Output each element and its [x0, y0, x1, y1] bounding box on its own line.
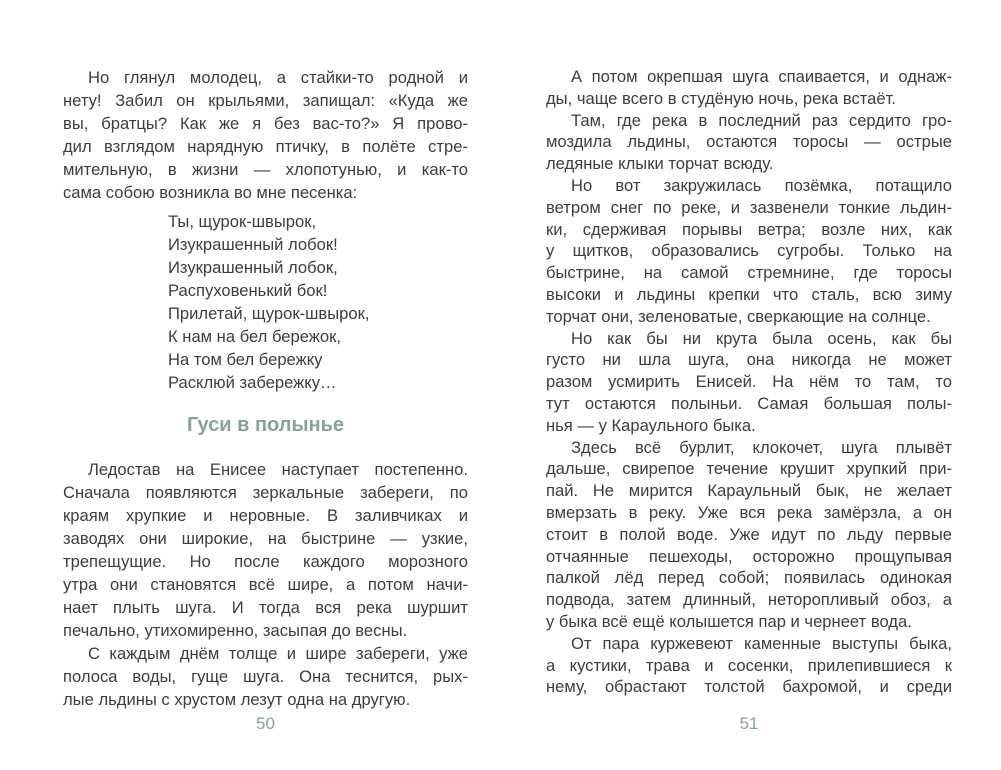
paragraph — [546, 437, 952, 633]
text-line: быстрине, на самой стремнине, где торосы — [546, 263, 952, 283]
paragraph — [63, 458, 468, 642]
page-content-right — [546, 66, 952, 698]
text-line: трепещущие. Но после каждого морозного — [63, 552, 468, 571]
book-page-left — [63, 0, 468, 770]
text-line: К нам на бел бережок, — [168, 327, 341, 346]
text-line: густо ни шла шуга, она никогда не может — [546, 350, 952, 370]
text-line: Прилетай, щурок-швырок, — [168, 304, 370, 323]
text-line: Распуховенький бок! — [168, 281, 328, 300]
text-line: пай. Не мирится Караульный бык, не желает — [546, 481, 952, 501]
text-line: лые льдины с хрустом лезут одна на другую. — [63, 690, 411, 709]
paragraph — [546, 328, 952, 437]
text-line: краям хрупкие и неровные. В заливчиках и — [63, 506, 468, 525]
page-content-left — [63, 66, 468, 711]
text-line: Но глянул молодец, а стайки-то родной и — [88, 68, 468, 87]
paragraph — [63, 642, 468, 711]
text-line: у щитков, образовались сугробы. Только на — [546, 241, 952, 261]
text-line: утра они становятся всё шире, а потом начи- — [63, 575, 468, 594]
paragraph — [546, 66, 952, 110]
text-line: На том бел бережку — [168, 350, 323, 369]
text-line: печально, утихомиренно, засыпая до весны. — [63, 621, 408, 640]
text-line: у быка всё ещё колышется пар и чернеет вода. — [546, 611, 912, 631]
text-line: полоса воды, гуще шуга. Она теснится, рых- — [63, 667, 468, 686]
text-line: тут остаются полыньи. Самая большая полы- — [546, 393, 952, 413]
text-line: высоки и льдины крепки что сталь, всю зиму — [546, 284, 952, 304]
text-line: ветром снег по реке, и зазвенели тонкие льдин- — [546, 197, 952, 217]
text-line: Ледостав на Енисее наступает постепенно. — [88, 460, 468, 479]
text-line: мительную, в жизни — хлопотунью, и как-то — [63, 160, 468, 179]
text-line: заводях они широкие, на быстрине — узкие, — [63, 529, 468, 548]
text-line: отчаянные пешеходы, осторожно прощупывая — [546, 546, 952, 566]
text-line: нету! Забил он крыльями, запищал: «Куда же — [63, 91, 468, 110]
section-heading: Гуси в полынье — [186, 414, 345, 436]
text-line: торчат они, зеленоватые, сверкающие на солнце. — [546, 306, 931, 326]
text-line: Ты, щурок-швырок, — [168, 212, 317, 231]
text-line: Здесь всё бурлит, клокочет, шуга плывёт — [571, 437, 952, 457]
text-line: Изукрашенный лобок, — [168, 258, 338, 277]
text-line: Но вот закружилась позёмка, потащило — [571, 175, 952, 195]
text-line: А потом окрепшая шуга спаивается, и однаж- — [571, 67, 952, 86]
text-line: От пара куржевеют каменные выступы быка, — [571, 633, 952, 653]
text-line: нья — у Караульного быка. — [546, 415, 756, 435]
paragraph — [546, 110, 952, 175]
page-number-right: 51 — [739, 714, 759, 733]
poem-block — [168, 210, 468, 394]
text-line: ки, сдерживая порывы ветра; возле них, как — [546, 219, 952, 239]
page-number-left: 50 — [256, 714, 275, 733]
text-line: Там, где река в последний раз сердито гро- — [571, 110, 952, 130]
text-line: С каждым днём толще и шире забереги, уже — [88, 644, 468, 663]
paragraph — [63, 66, 468, 204]
paragraph — [546, 633, 952, 698]
text-line: палкой лёд перед собой; появилась одинокая — [546, 568, 952, 588]
text-line: вмерзать в реку. Уже вся река замёрзла, а он — [546, 502, 952, 522]
text-line: дальше, свирепое течение крушит хрупкий при- — [546, 459, 952, 479]
paragraph — [546, 175, 952, 328]
text-line: стоит в полой воде. Уже идут по льду первые — [546, 524, 952, 544]
text-line: моздила льдины, остаются торосы — острые — [546, 132, 952, 152]
text-line: вы, братцы? Как же я без вас-то?» Я прово- — [63, 114, 468, 133]
text-line: сама собою возникла во мне песенка: — [63, 183, 358, 202]
text-line: Изукрашенный лобок! — [168, 235, 338, 254]
text-line: ды, чаще всего в студёную ночь, река встаёт. — [546, 88, 896, 108]
text-line: дил взглядом нарядную птичку, в полёте стре- — [63, 137, 468, 156]
text-line: а кустики, трава и сосенки, прилепившиеся к — [546, 655, 952, 675]
text-line: Сначала появляются зеркальные забереги, по — [63, 483, 468, 502]
text-line: нему, обрастают толстой бахромой, и среди — [546, 677, 952, 697]
text-line: Но как бы ни крута была осень, как бы — [571, 328, 952, 348]
text-line: нает плыть шуга. И тогда вся река шуршит — [63, 598, 468, 617]
text-line: подвода, затем длинный, неторопливый обоз, а — [546, 590, 952, 610]
text-line: Расклюй забережку… — [168, 373, 337, 392]
text-line: ледяные клыки торчат всюду. — [546, 154, 774, 174]
book-page-right — [546, 0, 952, 770]
text-line: разом усмирить Енисей. На нём то там, то — [546, 372, 952, 392]
